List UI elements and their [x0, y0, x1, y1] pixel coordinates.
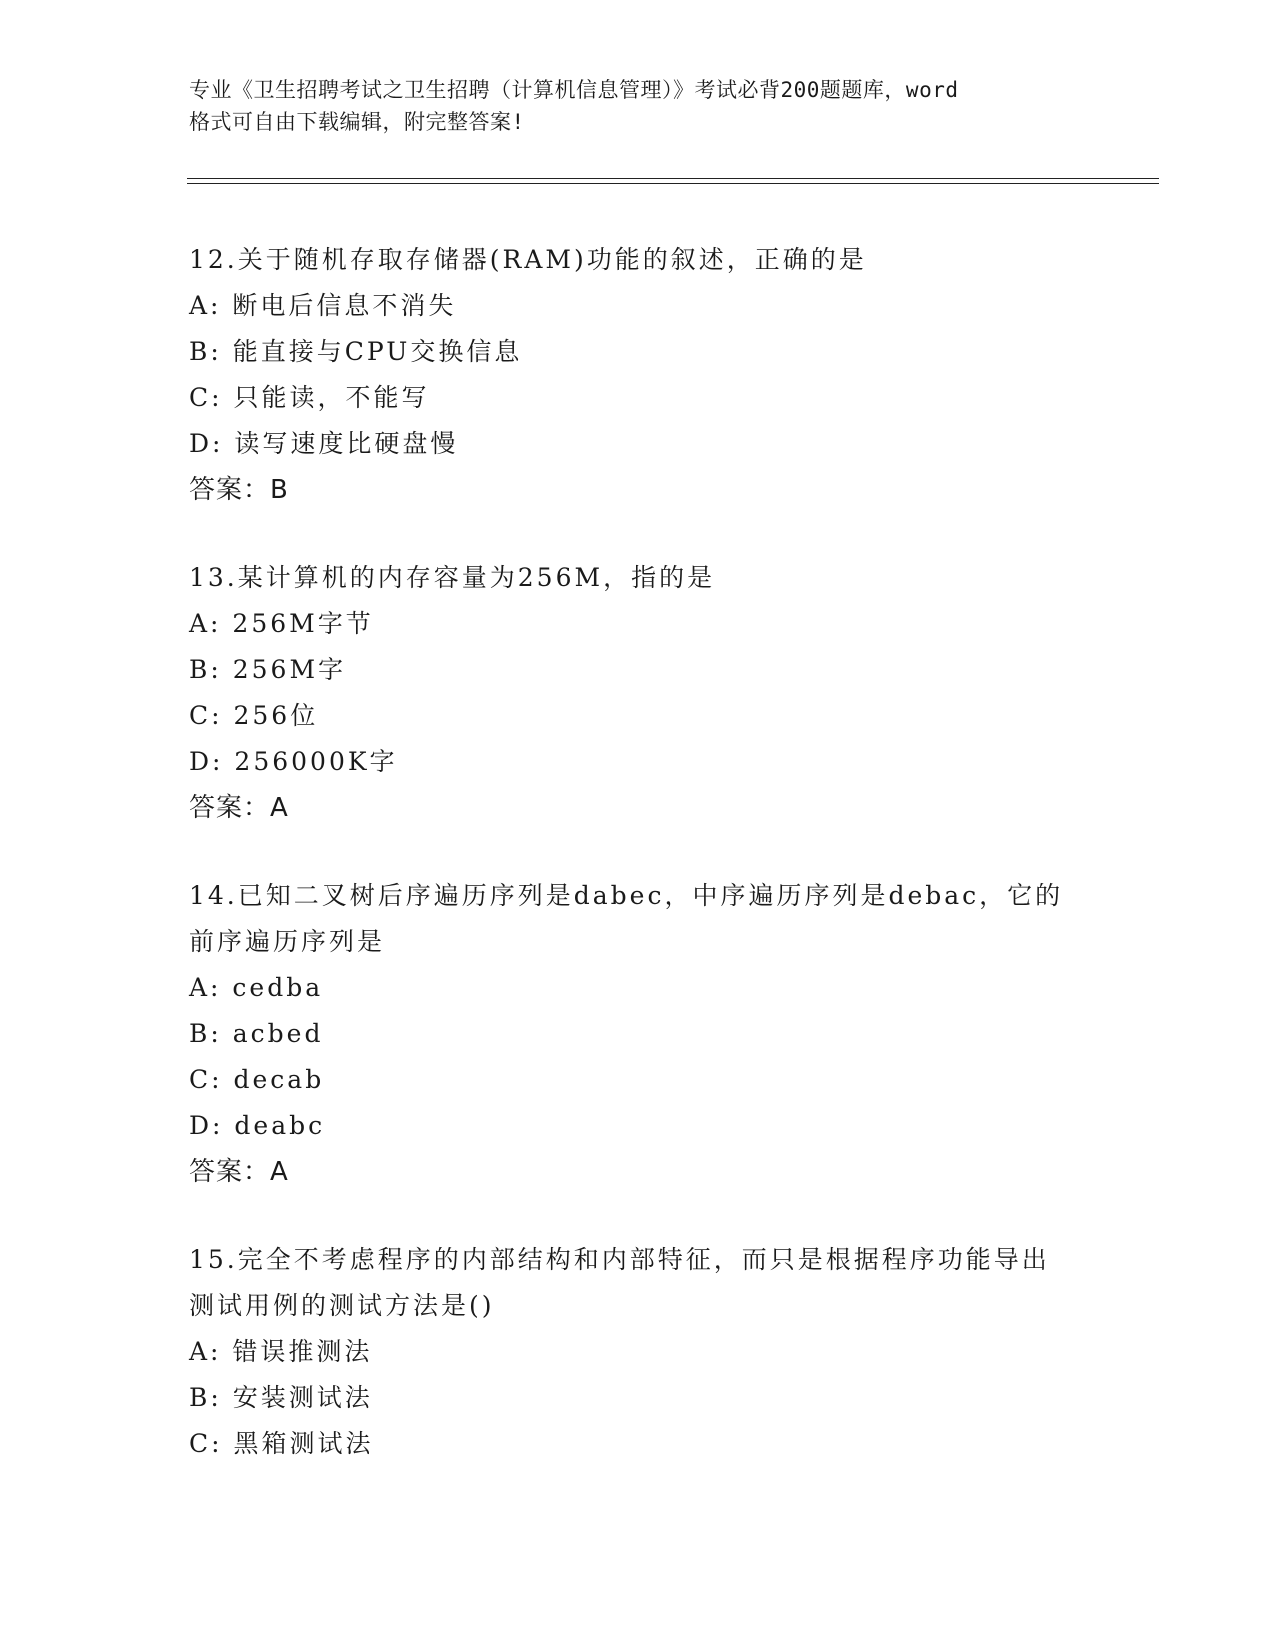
header-line-1: 专业《卫生招聘考试之卫生招聘（计算机信息管理）》考试必背200题题库，word	[189, 78, 959, 102]
question-stem	[189, 237, 1089, 283]
header-line-2: 格式可自由下载编辑，附完整答案!	[189, 110, 525, 134]
answer-option: A: 错误推测法	[189, 1337, 373, 1366]
answer-option: A: cedba	[189, 973, 324, 1002]
question-stem-line: 14.已知二叉树后序遍历序列是dabec，中序遍历序列是debac，它的	[189, 881, 1064, 910]
answer-option: D: deabc	[189, 1111, 326, 1140]
answer-option: C: 黑箱测试法	[189, 1429, 374, 1458]
answer-option: B: acbed	[189, 1019, 324, 1048]
answer-option: C: 256位	[189, 701, 319, 730]
answer-option: C: 只能读，不能写	[189, 383, 430, 412]
question-stem-line: 测试用例的测试方法是()	[189, 1291, 495, 1320]
question-block	[189, 1237, 1089, 1467]
question-stem	[189, 873, 1089, 965]
question-stem	[189, 1237, 1089, 1329]
question-block	[189, 555, 1089, 831]
answer-option: C: decab	[189, 1065, 325, 1094]
question-stem-line: 前序遍历序列是	[189, 927, 386, 956]
answer-key: 答案：B	[189, 475, 289, 505]
question-block	[189, 873, 1089, 1195]
answer-key: 答案：A	[189, 793, 289, 823]
header-rule-bottom	[187, 183, 1159, 184]
document-header	[189, 74, 1109, 138]
question-stem-line: 12.关于随机存取存储器(RAM)功能的叙述，正确的是	[189, 245, 867, 274]
question-block	[189, 237, 1089, 513]
question-list	[189, 237, 1089, 1509]
answer-option: B: 安装测试法	[189, 1383, 373, 1412]
answer-option: D: 256000K字	[189, 747, 398, 776]
question-stem-line: 15.完全不考虑程序的内部结构和内部特征，而只是根据程序功能导出	[189, 1245, 1050, 1274]
answer-option: A: 断电后信息不消失	[189, 291, 457, 320]
answer-option: B: 能直接与CPU交换信息	[189, 337, 523, 366]
question-stem	[189, 555, 1089, 601]
header-rule-top	[187, 178, 1159, 179]
answer-key: 答案：A	[189, 1157, 289, 1187]
answer-option: D: 读写速度比硬盘慢	[189, 429, 459, 458]
answer-option: A: 256M字节	[189, 609, 374, 638]
answer-option: B: 256M字	[189, 655, 347, 684]
question-stem-line: 13.某计算机的内存容量为256M，指的是	[189, 563, 716, 592]
